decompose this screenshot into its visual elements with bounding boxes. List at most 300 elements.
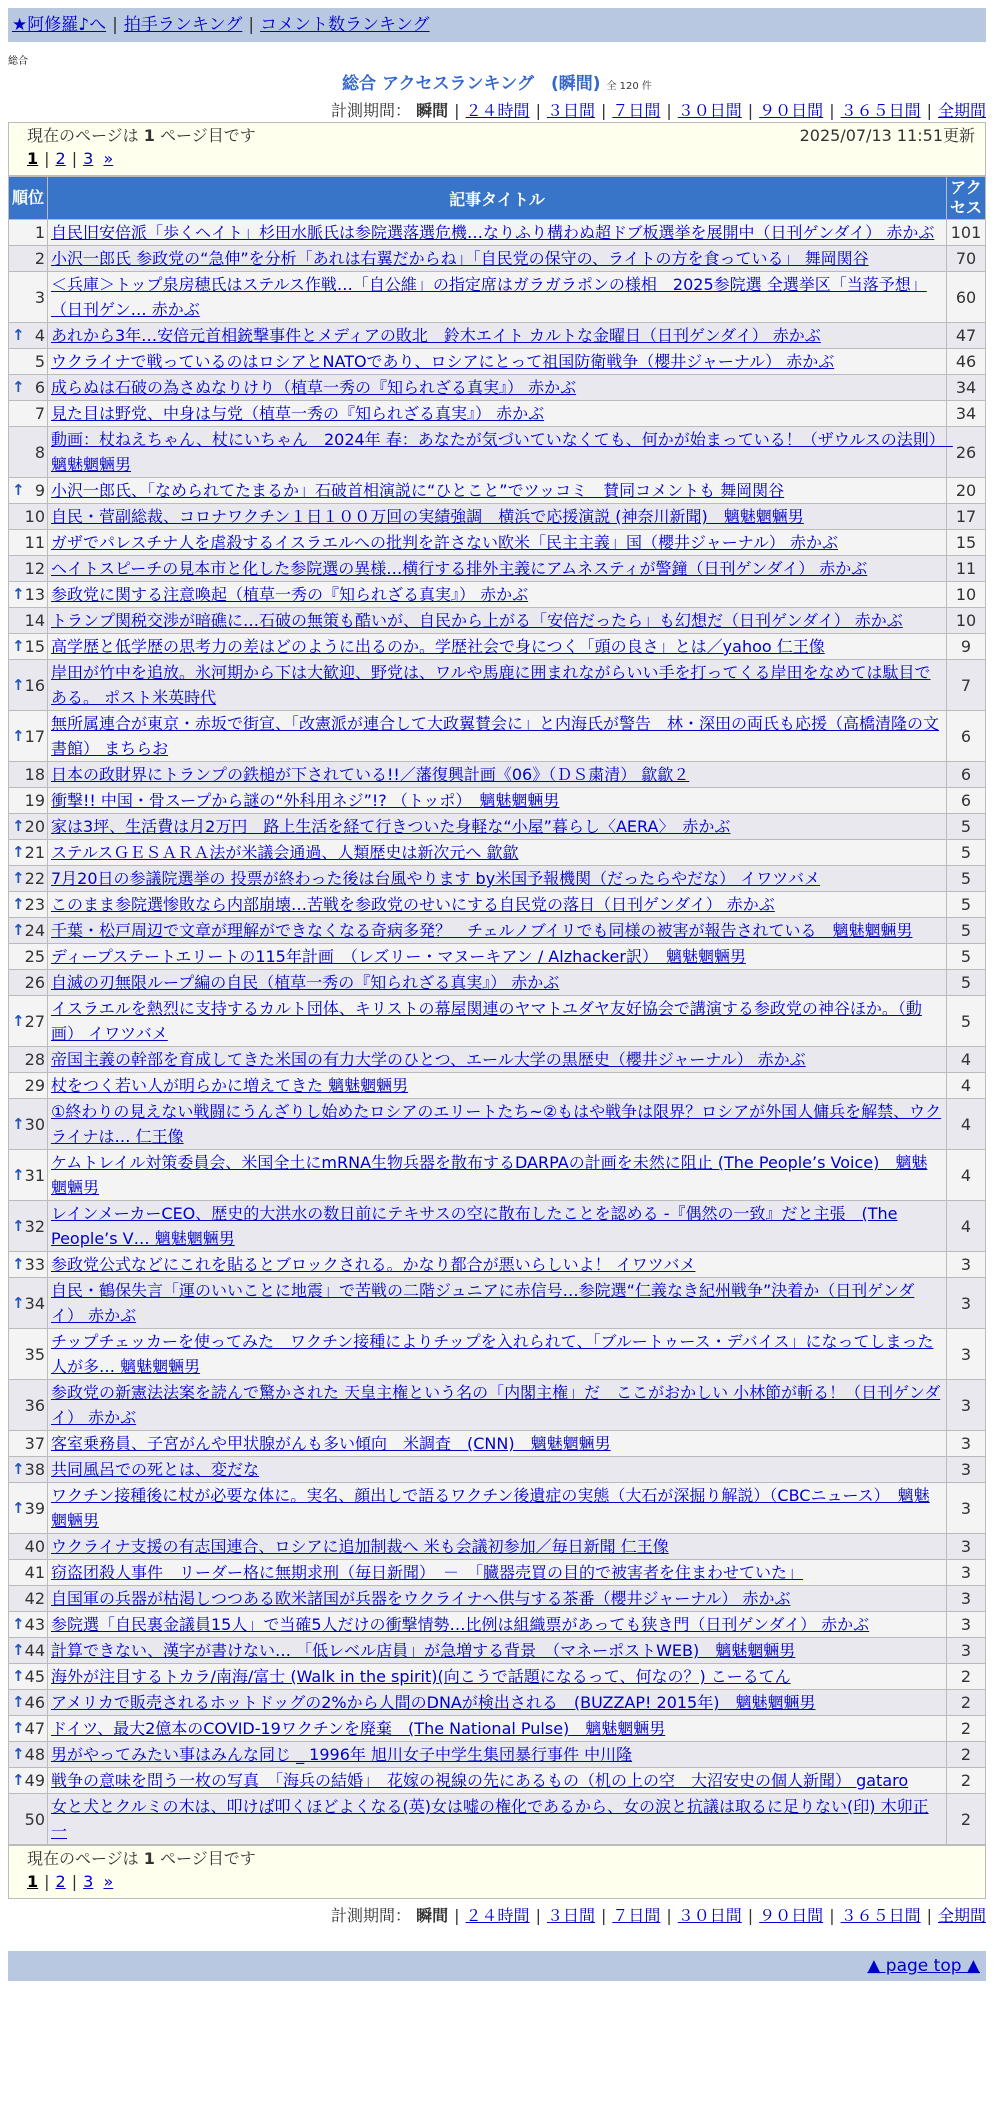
article-link[interactable]: ウクライナで戦っているのはロシアとNATOであり、ロシアにとって祖国防衛戦争（櫻井ジャーナル） 赤かぶ	[51, 352, 835, 371]
rank-cell	[9, 1716, 48, 1742]
article-link[interactable]: ステルスＧＥＳＡＲＡ法が米議会通過、人類歴史は新次元へ 歙歙	[51, 843, 519, 862]
title-cell	[48, 1742, 947, 1768]
access-count: 2	[947, 1664, 986, 1690]
rank-number: 16	[24, 675, 45, 695]
title-cell	[48, 1560, 947, 1586]
article-link[interactable]: あれから3年…安倍元首相銃撃事件とメディアの敗北 鈴木エイト カルトな金曜日（日刊ゲンダイ） 赤かぶ	[51, 326, 821, 345]
table-row	[9, 1431, 986, 1457]
title-cell	[48, 1099, 947, 1150]
title-cell	[48, 608, 947, 634]
table-row	[9, 1794, 986, 1845]
access-count: 11	[947, 556, 986, 582]
table-row	[9, 272, 986, 323]
page-2-link[interactable]: 2	[55, 149, 66, 168]
rank-number: 15	[24, 637, 45, 656]
rank-up-arrow-icon: ↑	[12, 921, 25, 939]
rank-cell	[9, 272, 48, 323]
rank-cell	[9, 1201, 48, 1252]
title-cell	[48, 582, 947, 608]
title-cell	[48, 1380, 947, 1431]
rank-number: 30	[24, 1114, 45, 1134]
access-count: 4	[947, 1073, 986, 1099]
access-count: 5	[947, 892, 986, 918]
rank-cell	[9, 1560, 48, 1586]
access-count: 3	[947, 1560, 986, 1586]
rank-cell	[9, 788, 48, 814]
rank-number: 38	[24, 1460, 45, 1479]
rank-up-arrow-icon: ↑	[12, 1641, 25, 1659]
article-link[interactable]: 小沢一郎氏、「なめられてたまるか」石破首相演説に“ひとこと”でツッコミ 賛同コメントも 舞岡関谷	[51, 481, 785, 500]
rank-number: 5	[34, 352, 45, 371]
title-cell	[48, 970, 947, 996]
access-count: 4	[947, 1201, 986, 1252]
rank-number: 28	[24, 1050, 45, 1069]
rank-number: 36	[24, 1395, 45, 1415]
article-link[interactable]: 岸田が竹中を追放。氷河期から下は大歓迎、野党は、ワルや馬鹿に囲まれながらいい手を打ってくる岸田をなめては駄目である。 ポスト米英時代	[51, 663, 931, 707]
rank-cell	[9, 323, 48, 349]
access-count: 5	[947, 996, 986, 1047]
title-cell	[48, 1431, 947, 1457]
title-cell	[48, 634, 947, 660]
home-link[interactable]: ★阿修羅♪へ	[12, 15, 107, 35]
rank-cell	[9, 1534, 48, 1560]
table-row	[9, 892, 986, 918]
rank-number: 14	[24, 611, 45, 630]
current-page-info: 現在のページは 1 ページ目です	[27, 1849, 256, 1868]
rank-number: 37	[24, 1434, 45, 1453]
page-2-link[interactable]: 2	[55, 1872, 66, 1891]
period-3d-link[interactable]: ３日間	[546, 1906, 595, 1925]
article-link[interactable]: ディープステートエリートの115年計画 （レズリー・マヌーキアン / Alzhacker訳） 魑魅魍魎男	[51, 947, 746, 966]
period-30d-link[interactable]: ３０日間	[677, 101, 742, 120]
article-link[interactable]: チップチェッカーを使ってみた ワクチン接種によりチップを入れられて、「ブルートゥース・デバイス」になってしまった人が多… 魑魅魍魎男	[51, 1332, 934, 1376]
rank-cell	[9, 634, 48, 660]
article-link[interactable]: 7月20日の参議院選挙の 投票が終わった後は台風やります by米国予報機関（だったらやだな） イワツバメ	[51, 869, 820, 888]
rank-number: 50	[24, 1809, 45, 1829]
rank-cell	[9, 1742, 48, 1768]
article-link[interactable]: 自滅の刃無限ループ編の自民（植草一秀の『知られざる真実』） 赤かぶ	[51, 973, 560, 992]
rank-up-arrow-icon: ↑	[12, 1114, 25, 1133]
article-link[interactable]: 小沢一郎氏 参政党の“急伸”を分析「あれは右翼だからね」「自民党の保守の、ライトの方を食っている」 舞岡関谷	[51, 249, 869, 268]
rank-number: 32	[24, 1216, 45, 1236]
rank-number: 10	[24, 507, 45, 526]
article-link[interactable]: ワクチン接種後に杖が必要な体に。実名、顔出しで語るワクチン後遺症の実態（大石が深掘り解説）（CBCニュース） 魑魅魍魎男	[51, 1486, 930, 1530]
title-cell	[48, 814, 947, 840]
article-link[interactable]: 客室乗務員、子宮がんや甲状腺がんも多い傾向 米調査 (CNN) 魑魅魍魎男	[51, 1434, 611, 1453]
article-link[interactable]: 杖をつく若い人が明らかに増えてきた 魑魅魍魎男	[51, 1076, 409, 1095]
title-cell	[48, 944, 947, 970]
rank-cell	[9, 556, 48, 582]
rank-up-arrow-icon: ↑	[12, 481, 25, 499]
access-count: 15	[947, 530, 986, 556]
period-selector-top: 計測期間： 瞬間 | ２４時間 | ３日間 | ７日間 | ３０日間 | ９０日間 | ３６５日間 | 全期間	[331, 101, 986, 120]
article-link[interactable]: ガザでパレスチナ人を虐殺するイスラエルへの批判を許さない欧米「民主主義」国（櫻井ジャーナル） 赤かぶ	[51, 533, 839, 552]
table-row	[9, 1201, 986, 1252]
rank-number: 39	[24, 1498, 45, 1518]
rank-up-arrow-icon: ↑	[12, 1667, 25, 1685]
table-row	[9, 1638, 986, 1664]
next-page-link[interactable]: »	[103, 1872, 114, 1891]
rank-number: 34	[24, 1293, 45, 1313]
article-link[interactable]: 高学歴と低学歴の思考力の差はどのように出るのか。学歴社会で身につく「頭の良さ」とは／yahoo 仁王像	[51, 637, 825, 656]
access-count: 2	[947, 1690, 986, 1716]
table-row	[9, 1768, 986, 1794]
title-cell	[48, 1150, 947, 1201]
access-count: 101	[947, 220, 986, 246]
table-row	[9, 1534, 986, 1560]
rank-number: 2	[34, 249, 45, 268]
access-count: 5	[947, 866, 986, 892]
period-365d-link[interactable]: ３６５日間	[840, 1906, 921, 1925]
access-count: 4	[947, 1047, 986, 1073]
table-row	[9, 762, 986, 788]
table-row	[9, 1329, 986, 1380]
table-row	[9, 1742, 986, 1768]
title-cell	[48, 1073, 947, 1099]
rank-number: 40	[24, 1537, 45, 1556]
title-cell	[48, 1201, 947, 1252]
rank-cell	[9, 660, 48, 711]
rank-cell	[9, 246, 48, 272]
article-link[interactable]: 参政党公式などにこれを貼るとブロックされる。かなり都合が悪いらしいよ！ イワツバメ	[51, 1255, 696, 1274]
table-row	[9, 996, 986, 1047]
title-cell	[48, 918, 947, 944]
table-row	[9, 349, 986, 375]
title-cell	[48, 866, 947, 892]
rank-number: 43	[24, 1615, 45, 1634]
rank-cell	[9, 918, 48, 944]
table-row	[9, 660, 986, 711]
next-page-link[interactable]: »	[103, 149, 114, 168]
access-count: 5	[947, 840, 986, 866]
access-count: 3	[947, 1638, 986, 1664]
table-row	[9, 1664, 986, 1690]
access-count: 3	[947, 1252, 986, 1278]
access-count: 2	[947, 1716, 986, 1742]
rank-cell	[9, 1768, 48, 1794]
access-header: アクセス	[947, 177, 986, 220]
title-cell	[48, 840, 947, 866]
page-top-link[interactable]: ▲ page top ▲	[867, 1956, 980, 1976]
title-cell	[48, 1768, 947, 1794]
title-cell	[48, 1329, 947, 1380]
article-link[interactable]: 海外が注目するトカラ/南海/富士 (Walk in the spirit)(向こうで話題になるって、何なの？) こーるてん	[51, 1667, 791, 1686]
article-link[interactable]: 窃盗团殺人事件 リーダー格に無期求刑（毎日新聞） － 「臓器売買の目的で被害者を住まわせていた」	[51, 1563, 804, 1582]
article-link[interactable]: 帝国主義の幹部を育成してきた米国の有力大学のひとつ、エール大学の黒歴史（櫻井ジャーナル） 赤かぶ	[51, 1050, 806, 1069]
rank-number: 17	[24, 726, 45, 746]
article-link[interactable]: このまま参院選惨敗なら内部崩壊…苦戦を参政党のせいにする自民党の落日（日刊ゲンダイ） 赤かぶ	[51, 895, 775, 914]
access-count: 3	[947, 1278, 986, 1329]
title-cell	[48, 1278, 947, 1329]
article-link[interactable]: 女と犬とクルミの木は、叩けば叩くほどよくなる(英)女は嘘の権化であるから、女の涙と抗議は取るに足りない(印) 木卯正一	[51, 1797, 929, 1841]
rank-cell	[9, 375, 48, 401]
rank-number: 9	[34, 481, 45, 500]
table-row	[9, 1457, 986, 1483]
rank-cell	[9, 1278, 48, 1329]
rank-cell	[9, 1329, 48, 1380]
pagination-top: 現在のページは 1 ページ目です 2025/07/13 11:51更新 1 | 2 | 3 »	[8, 122, 986, 176]
article-link[interactable]: ヘイトスピーチの見本市と化した参院選の異様…横行する排外主義にアムネスティが警鐘（日刊ゲンダイ） 赤かぶ	[51, 559, 868, 578]
table-row	[9, 530, 986, 556]
title-cell	[48, 530, 947, 556]
article-link[interactable]: 参政党に関する注意喚起（植草一秀の『知られざる真実』） 赤かぶ	[51, 585, 529, 604]
rank-number: 45	[24, 1667, 45, 1686]
title-cell	[48, 788, 947, 814]
access-count: 34	[947, 401, 986, 427]
rank-cell	[9, 1664, 48, 1690]
pagination-bottom: 現在のページは 1 ページ目です 1 | 2 | 3 »	[8, 1845, 986, 1899]
rank-number: 25	[24, 947, 45, 966]
table-row	[9, 1252, 986, 1278]
rank-up-arrow-icon: ↑	[12, 1165, 25, 1184]
period-365d-link[interactable]: ３６５日間	[840, 101, 921, 120]
title-cell	[48, 323, 947, 349]
period-all-link[interactable]: 全期間	[937, 1906, 986, 1925]
article-link[interactable]: 自国軍の兵器が枯渇しつつある欧米諸国が兵器をウクライナへ供与する茶番（櫻井ジャーナル） 赤かぶ	[51, 1589, 791, 1608]
article-link[interactable]: アメリカで販売されるホットドッグの2%から人間のDNAが検出される (BUZZAP! 2015年) 魑魅魍魎男	[51, 1693, 816, 1712]
period-7d-link[interactable]: ７日間	[612, 1906, 661, 1925]
period-24h-link[interactable]: ２４時間	[465, 101, 530, 120]
comment-ranking-link[interactable]: コメント数ランキング	[260, 15, 430, 35]
table-row	[9, 788, 986, 814]
article-link[interactable]: ウクライナ支援の有志国連合、ロシアに追加制裁へ 米も会議初参加／毎日新聞 仁王像	[51, 1537, 669, 1556]
rank-number: 33	[24, 1255, 45, 1274]
rank-cell	[9, 996, 48, 1047]
access-count: 6	[947, 762, 986, 788]
period-current: 瞬間	[416, 101, 449, 120]
table-row	[9, 375, 986, 401]
rank-cell	[9, 1586, 48, 1612]
rank-number: 31	[24, 1165, 45, 1185]
table-row	[9, 1586, 986, 1612]
access-count: 3	[947, 1329, 986, 1380]
access-count: 26	[947, 427, 986, 478]
table-row	[9, 1278, 986, 1329]
updated-time: 2025/07/13 11:51更新	[799, 126, 975, 145]
article-link[interactable]: 自民旧安倍派「歩くヘイト」杉田水脈氏は参院選落選危機…なりふり構わぬ超ドブ板選挙を展開中（日刊ゲンダイ） 赤かぶ	[51, 223, 935, 242]
rank-cell	[9, 1431, 48, 1457]
access-count: 9	[947, 634, 986, 660]
rank-number: 35	[24, 1344, 45, 1364]
access-count: 10	[947, 608, 986, 634]
title-cell	[48, 1483, 947, 1534]
table-row	[9, 246, 986, 272]
period-24h-link[interactable]: ２４時間	[465, 1906, 530, 1925]
table-row	[9, 220, 986, 246]
article-link[interactable]: 自民・鶴保失言「運のいいことに地震」で苦戦の二階ジュニアに赤信号…参院選“仁義なき紀州戦争”決着か（日刊ゲンダイ） 赤かぶ	[51, 1281, 915, 1325]
table-row	[9, 1690, 986, 1716]
rank-cell	[9, 1380, 48, 1431]
access-count: 46	[947, 349, 986, 375]
article-link[interactable]: 自民・菅副総裁、コロナワクチン１日１００万回の実績強調 横浜で応援演説 (神奈川新聞) 魑魅魍魎男	[51, 507, 804, 526]
table-row	[9, 1073, 986, 1099]
table-row	[9, 504, 986, 530]
table-row	[9, 866, 986, 892]
title-cell	[48, 478, 947, 504]
rank-cell	[9, 1099, 48, 1150]
title-header: 記事タイトル	[48, 177, 947, 220]
rank-cell	[9, 1457, 48, 1483]
article-link[interactable]: 参院選「自民裏金議員15人」で当確5人だけの衝撃情勢…比例は組織票があっても狭き門（日刊ゲンダイ） 赤かぶ	[51, 1615, 870, 1634]
access-count: 20	[947, 478, 986, 504]
title-cell	[48, 401, 947, 427]
table-row	[9, 478, 986, 504]
table-row	[9, 582, 986, 608]
title-cell	[48, 660, 947, 711]
article-link[interactable]: 成らぬは石破の為さぬなりけり（植草一秀の『知られざる真実』） 赤かぶ	[51, 378, 577, 397]
title-cell	[48, 1690, 947, 1716]
rank-cell	[9, 582, 48, 608]
access-count: 70	[947, 246, 986, 272]
rank-cell	[9, 711, 48, 762]
access-count: 17	[947, 504, 986, 530]
rank-cell	[9, 427, 48, 478]
rank-number: 7	[34, 404, 45, 423]
rank-up-arrow-icon: ↑	[12, 675, 25, 694]
rank-up-arrow-icon: ↑	[12, 326, 25, 344]
article-link[interactable]: 男がやってみたい事はみんな同じ _ 1996年 旭川女子中学生集団暴行事件 中川隆	[51, 1745, 633, 1764]
period-30d-link[interactable]: ３０日間	[677, 1906, 742, 1925]
article-link[interactable]: 日本の政財界にトランプの鉄槌が下されている!!／藩復興計画《06》（ＤＳ粛清） 歙歙２	[51, 765, 690, 784]
title-cell	[48, 996, 947, 1047]
article-link[interactable]: ＜兵庫＞トップ泉房穂氏はステルス作戦…「自公維」の指定席はガラガラポンの様相 2025参院選 全選挙区「当落予想」（日刊ゲン… 赤かぶ	[51, 275, 927, 319]
rank-number: 12	[24, 559, 45, 578]
title-cell	[48, 1457, 947, 1483]
rank-up-arrow-icon: ↑	[12, 817, 25, 835]
table-row	[9, 1483, 986, 1534]
rank-number: 21	[24, 843, 45, 862]
table-row	[9, 427, 986, 478]
article-link[interactable]: 動画：杖ねえちゃん、杖にいちゃん 2024年 春：あなたが気づいていなくても、何かが始まっている！（ザウルスの法則） 魑魅魍魎男	[51, 430, 953, 474]
page-3-link[interactable]: 3	[83, 149, 94, 168]
access-count: 3	[947, 1431, 986, 1457]
rank-up-arrow-icon: ↑	[12, 726, 25, 745]
rank-header: 順位	[9, 177, 48, 220]
table-row	[9, 970, 986, 996]
rank-cell	[9, 892, 48, 918]
access-count: 3	[947, 1534, 986, 1560]
rank-up-arrow-icon: ↑	[12, 637, 25, 655]
table-row	[9, 608, 986, 634]
period-current: 瞬間	[416, 1906, 449, 1925]
access-count: 2	[947, 1742, 986, 1768]
period-90d-link[interactable]: ９０日間	[759, 101, 824, 120]
access-count: 3	[947, 1612, 986, 1638]
article-link[interactable]: イスラエルを熱烈に支持するカルト団体、キリストの幕屋関連のヤマトユダヤ友好協会で講演する参政党の神谷ほか。（動画） イワツバメ	[51, 999, 922, 1043]
rank-up-arrow-icon: ↑	[12, 378, 25, 396]
title-cell	[48, 1638, 947, 1664]
period-90d-link[interactable]: ９０日間	[759, 1906, 824, 1925]
article-link[interactable]: トランプ関税交渉が暗礁に…石破の無策も酷いが、自民から上がる「安倍だったら」も幻想だ（日刊ゲンダイ） 赤かぶ	[51, 611, 903, 630]
period-all-link[interactable]: 全期間	[937, 101, 986, 120]
rank-up-arrow-icon: ↑	[12, 895, 25, 913]
title-cell	[48, 427, 953, 478]
rank-number: 19	[24, 791, 45, 810]
article-link[interactable]: 共同風呂での死とは、変だな	[51, 1460, 260, 1479]
rank-cell	[9, 840, 48, 866]
article-link[interactable]: レインメーカーCEO、歴史的大洪水の数日前にテキサスの空に散布したことを認める -『偶然の一致』だと主張 (The People’s V… 魑魅魍魎男	[51, 1204, 898, 1248]
table-row	[9, 814, 986, 840]
article-link[interactable]: 千葉・松戸周辺で文章が理解ができなくなる奇病多発？ チェルノブイリでも同様の被害が報告されている 魑魅魍魎男	[51, 921, 913, 940]
rank-number: 42	[24, 1589, 45, 1608]
total-count: 全 120 件	[606, 81, 652, 92]
article-link[interactable]: ケムトレイル対策委員会、米国全土にmRNA生物兵器を散布するDARPAの計画を未然に阻止 (The People’s Voice) 魑魅魍魎男	[51, 1153, 928, 1197]
access-count: 3	[947, 1457, 986, 1483]
rank-cell	[9, 220, 48, 246]
rank-up-arrow-icon: ↑	[12, 1615, 25, 1633]
rank-cell	[9, 1150, 48, 1201]
access-count: 6	[947, 711, 986, 762]
rank-up-arrow-icon: ↑	[12, 843, 25, 861]
rank-up-arrow-icon: ↑	[12, 1216, 25, 1235]
period-3d-link[interactable]: ３日間	[546, 101, 595, 120]
rank-number: 18	[24, 765, 45, 784]
page-title: 総合 アクセスランキング (瞬間) 全 120 件	[342, 74, 652, 94]
article-link[interactable]: 家は3坪、生活費は月2万円 路上生活を経て行きついた身軽な“小屋”暮らし〈AERA〉 赤かぶ	[51, 817, 731, 836]
access-count: 2	[947, 1768, 986, 1794]
article-link[interactable]: 見た目は野党、中身は与党（植草一秀の『知られざる真実』） 赤かぶ	[51, 404, 545, 423]
title-cell	[48, 762, 947, 788]
access-count: 5	[947, 918, 986, 944]
article-link[interactable]: 戦争の意味を問う一枚の写真 「海兵の結婚」 花嫁の視線の先にあるもの（机の上の空 大沼安史の個人新聞） gataro	[51, 1771, 909, 1790]
title-cell	[48, 1047, 947, 1073]
rank-cell	[9, 1638, 48, 1664]
access-count: 6	[947, 788, 986, 814]
table-row	[9, 1380, 986, 1431]
title-cell	[48, 349, 947, 375]
rank-cell	[9, 1073, 48, 1099]
article-link[interactable]: 無所属連合が東京・赤坂で街宣、「改憲派が連合して大政翼賛会に」と内海氏が警告 林・深田の両氏も応援（高橋清隆の文書館） まちらお	[51, 714, 940, 758]
access-count: 5	[947, 944, 986, 970]
rank-cell	[9, 866, 48, 892]
table-row	[9, 634, 986, 660]
rank-cell	[9, 401, 48, 427]
rank-number: 3	[34, 287, 45, 307]
rank-cell	[9, 478, 48, 504]
access-count: 4	[947, 1150, 986, 1201]
clap-ranking-link[interactable]: 拍手ランキング	[123, 15, 243, 35]
rank-cell	[9, 762, 48, 788]
rank-number: 22	[24, 869, 45, 888]
article-link[interactable]: 衝撃!! 中国・骨スープから謎の“外科用ネジ”!? （トッポ） 魑魅魍魎男	[51, 791, 560, 810]
title-cell	[48, 246, 947, 272]
rank-number: 23	[24, 895, 45, 914]
title-cell	[48, 1586, 947, 1612]
table-row	[9, 1716, 986, 1742]
rank-up-arrow-icon: ↑	[12, 869, 25, 887]
period-7d-link[interactable]: ７日間	[612, 101, 661, 120]
rank-cell	[9, 504, 48, 530]
breadcrumb: 総合	[8, 56, 28, 67]
rank-cell	[9, 608, 48, 634]
article-link[interactable]: 参政党の新憲法法案を読んで驚かされた 天皇主権という名の「内閣主権」だ ここがおかしい 小林節が斬る！（日刊ゲンダイ） 赤かぶ	[51, 1383, 941, 1427]
rank-cell	[9, 1252, 48, 1278]
access-count: 3	[947, 1586, 986, 1612]
rank-number: 24	[24, 921, 45, 940]
rank-number: 29	[24, 1076, 45, 1095]
article-link[interactable]: ドイツ、最大2億本のCOVID-19ワクチンを廃棄 (The National Pulse) 魑魅魍魎男	[51, 1719, 666, 1738]
rank-up-arrow-icon: ↑	[12, 1693, 25, 1711]
article-link[interactable]: ①終わりの見えない戦闘にうんざりし始めたロシアのエリートたち~②もはや戦争は限界？ロシアが外国人傭兵を解禁、ウクライナは… 仁王像	[51, 1102, 942, 1146]
title-cell	[48, 375, 947, 401]
page-3-link[interactable]: 3	[83, 1872, 94, 1891]
rank-number: 20	[24, 817, 45, 836]
article-link[interactable]: 計算できない、漢字が書けない… 「低レベル店員」が急増する背景 （マネーポストWEB) 魑魅魍魎男	[51, 1641, 796, 1660]
title-cell	[48, 272, 947, 323]
rank-number: 47	[24, 1719, 45, 1738]
table-row	[9, 323, 986, 349]
table-row	[9, 944, 986, 970]
